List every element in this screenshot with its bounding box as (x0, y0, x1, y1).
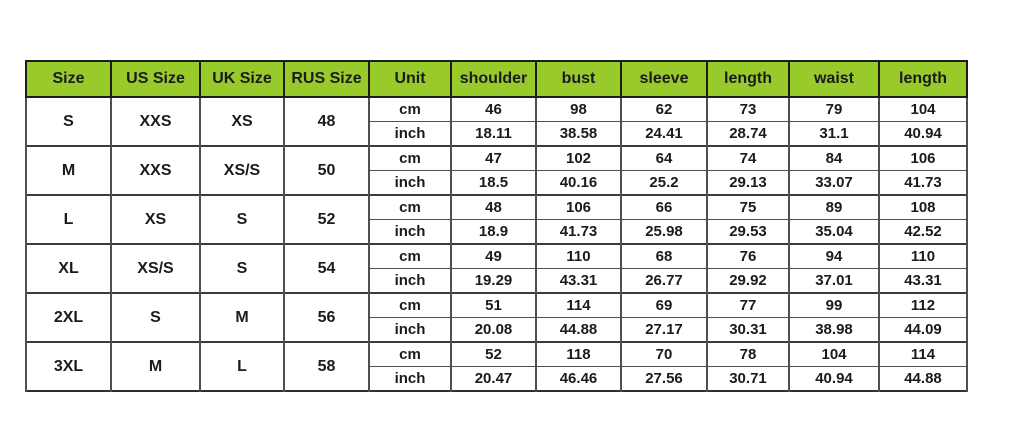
value-cell: 84 (789, 146, 879, 171)
value-cell: 112 (879, 293, 967, 318)
value-cell: 51 (451, 293, 536, 318)
table-head (26, 61, 967, 97)
value-cell: 44.09 (879, 318, 967, 343)
value-cell: 40.94 (789, 367, 879, 392)
table-row-3xl-cm (26, 342, 967, 367)
header-cell-bust-6: bust (536, 61, 621, 97)
rus-size-cell: 56 (284, 293, 369, 342)
table-row-s-cm (26, 97, 967, 122)
size-cell: 2XL (26, 293, 111, 342)
unit-cell-cm: cm (369, 342, 451, 367)
value-cell: 18.11 (451, 122, 536, 147)
value-cell: 43.31 (879, 269, 967, 294)
size-chart-container (25, 60, 968, 392)
table-row-xl-cm (26, 244, 967, 269)
value-cell: 114 (536, 293, 621, 318)
value-cell: 26.77 (621, 269, 707, 294)
us-size-cell: M (111, 342, 200, 391)
value-cell: 75 (707, 195, 789, 220)
value-cell: 114 (879, 342, 967, 367)
value-cell: 20.08 (451, 318, 536, 343)
header-cell-uk-size-2: UK Size (200, 61, 284, 97)
table-row-l-cm (26, 195, 967, 220)
size-cell: XL (26, 244, 111, 293)
value-cell: 20.47 (451, 367, 536, 392)
unit-cell-inch: inch (369, 318, 451, 343)
value-cell: 37.01 (789, 269, 879, 294)
value-cell: 108 (879, 195, 967, 220)
us-size-cell: S (111, 293, 200, 342)
value-cell: 27.17 (621, 318, 707, 343)
value-cell: 33.07 (789, 171, 879, 196)
value-cell: 40.16 (536, 171, 621, 196)
value-cell: 104 (879, 97, 967, 122)
uk-size-cell: XS (200, 97, 284, 146)
rus-size-cell: 48 (284, 97, 369, 146)
value-cell: 28.74 (707, 122, 789, 147)
value-cell: 49 (451, 244, 536, 269)
value-cell: 44.88 (536, 318, 621, 343)
value-cell: 77 (707, 293, 789, 318)
header-cell-size-0: Size (26, 61, 111, 97)
value-cell: 110 (879, 244, 967, 269)
value-cell: 30.71 (707, 367, 789, 392)
value-cell: 44.88 (879, 367, 967, 392)
value-cell: 41.73 (536, 220, 621, 245)
size-cell: M (26, 146, 111, 195)
us-size-cell: XS (111, 195, 200, 244)
value-cell: 46 (451, 97, 536, 122)
value-cell: 46.46 (536, 367, 621, 392)
value-cell: 19.29 (451, 269, 536, 294)
value-cell: 64 (621, 146, 707, 171)
unit-cell-cm: cm (369, 97, 451, 122)
rus-size-cell: 58 (284, 342, 369, 391)
value-cell: 48 (451, 195, 536, 220)
header-cell-length-10: length (879, 61, 967, 97)
value-cell: 30.31 (707, 318, 789, 343)
unit-cell-inch: inch (369, 220, 451, 245)
header-cell-waist-9: waist (789, 61, 879, 97)
header-cell-shoulder-5: shoulder (451, 61, 536, 97)
value-cell: 24.41 (621, 122, 707, 147)
uk-size-cell: L (200, 342, 284, 391)
table-body (26, 97, 967, 391)
value-cell: 18.9 (451, 220, 536, 245)
us-size-cell: XXS (111, 146, 200, 195)
header-cell-sleeve-7: sleeve (621, 61, 707, 97)
value-cell: 25.2 (621, 171, 707, 196)
unit-cell-inch: inch (369, 367, 451, 392)
header-cell-length-8: length (707, 61, 789, 97)
table-header-row (26, 61, 967, 97)
unit-cell-cm: cm (369, 195, 451, 220)
table-row-2xl-cm (26, 293, 967, 318)
value-cell: 66 (621, 195, 707, 220)
value-cell: 89 (789, 195, 879, 220)
value-cell: 118 (536, 342, 621, 367)
value-cell: 29.53 (707, 220, 789, 245)
value-cell: 78 (707, 342, 789, 367)
size-cell: 3XL (26, 342, 111, 391)
size-cell: L (26, 195, 111, 244)
value-cell: 18.5 (451, 171, 536, 196)
value-cell: 35.04 (789, 220, 879, 245)
rus-size-cell: 52 (284, 195, 369, 244)
value-cell: 110 (536, 244, 621, 269)
value-cell: 41.73 (879, 171, 967, 196)
header-cell-rus-size-3: RUS Size (284, 61, 369, 97)
size-cell: S (26, 97, 111, 146)
value-cell: 104 (789, 342, 879, 367)
us-size-cell: XXS (111, 97, 200, 146)
value-cell: 42.52 (879, 220, 967, 245)
value-cell: 98 (536, 97, 621, 122)
value-cell: 38.58 (536, 122, 621, 147)
value-cell: 38.98 (789, 318, 879, 343)
value-cell: 76 (707, 244, 789, 269)
value-cell: 102 (536, 146, 621, 171)
header-cell-us-size-1: US Size (111, 61, 200, 97)
uk-size-cell: S (200, 244, 284, 293)
us-size-cell: XS/S (111, 244, 200, 293)
value-cell: 69 (621, 293, 707, 318)
value-cell: 94 (789, 244, 879, 269)
unit-cell-inch: inch (369, 122, 451, 147)
value-cell: 73 (707, 97, 789, 122)
value-cell: 68 (621, 244, 707, 269)
value-cell: 47 (451, 146, 536, 171)
value-cell: 74 (707, 146, 789, 171)
value-cell: 79 (789, 97, 879, 122)
value-cell: 99 (789, 293, 879, 318)
uk-size-cell: M (200, 293, 284, 342)
value-cell: 29.92 (707, 269, 789, 294)
value-cell: 25.98 (621, 220, 707, 245)
size-conversion-table (25, 60, 968, 392)
unit-cell-cm: cm (369, 146, 451, 171)
rus-size-cell: 50 (284, 146, 369, 195)
unit-cell-cm: cm (369, 244, 451, 269)
value-cell: 62 (621, 97, 707, 122)
rus-size-cell: 54 (284, 244, 369, 293)
header-cell-unit-4: Unit (369, 61, 451, 97)
value-cell: 31.1 (789, 122, 879, 147)
value-cell: 29.13 (707, 171, 789, 196)
unit-cell-cm: cm (369, 293, 451, 318)
table-row-m-cm (26, 146, 967, 171)
value-cell: 52 (451, 342, 536, 367)
value-cell: 106 (879, 146, 967, 171)
unit-cell-inch: inch (369, 269, 451, 294)
unit-cell-inch: inch (369, 171, 451, 196)
value-cell: 43.31 (536, 269, 621, 294)
value-cell: 70 (621, 342, 707, 367)
uk-size-cell: S (200, 195, 284, 244)
value-cell: 106 (536, 195, 621, 220)
value-cell: 40.94 (879, 122, 967, 147)
value-cell: 27.56 (621, 367, 707, 392)
uk-size-cell: XS/S (200, 146, 284, 195)
